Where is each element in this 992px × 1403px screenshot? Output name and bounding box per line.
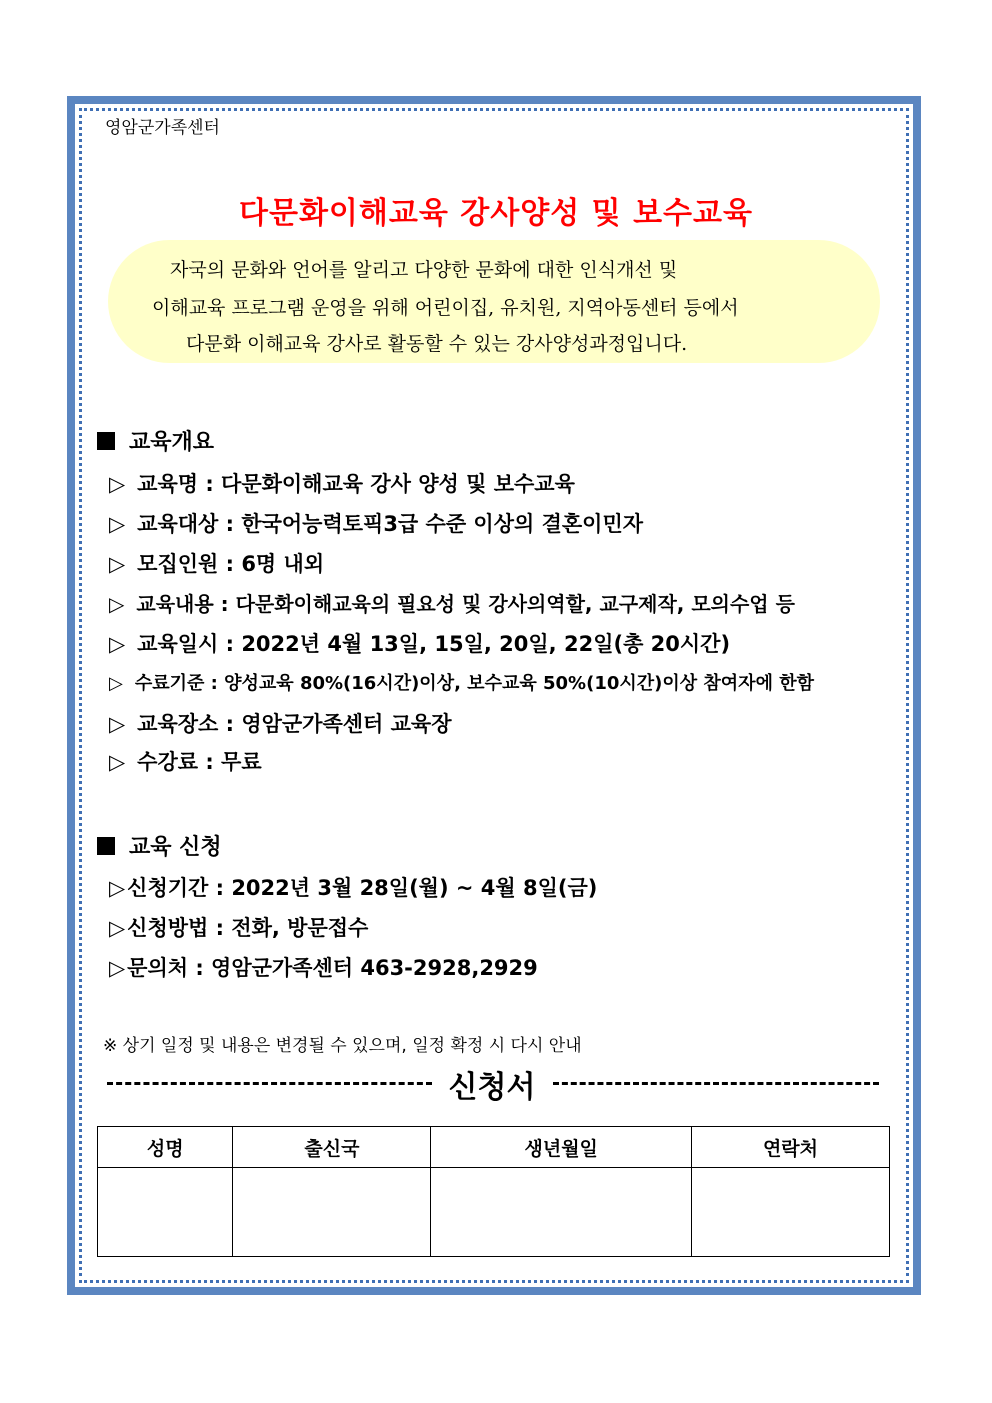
overview-item: ▷ 교육내용 : 다문화이해교육의 필요성 및 강사의역할, 교구제작, 모의수업 등 [109,592,795,616]
overview-item: ▷ 교육일시 : 2022년 4월 13일, 15일, 20일, 22일(총 20시간) [109,632,731,656]
triangle-bullet-icon: ▷ [109,956,126,980]
overview-item: ▷ 교육대상 : 한국어능력토픽3급 수준 이상의 결혼이민자 [109,512,644,536]
triangle-bullet-icon: ▷ [109,750,126,774]
name-field[interactable] [98,1168,233,1257]
application-item: ▷신청기간 : 2022년 3월 28일(월) ~ 4월 8일(금) [109,876,598,900]
column-country: 출신국 [233,1127,431,1168]
application-item: ▷문의처 : 영암군가족센터 463-2928,2929 [109,956,538,980]
triangle-bullet-icon: ▷ [109,552,126,576]
page-title: 다문화이해교육 강사양성 및 보수교육 [238,196,753,231]
triangle-bullet-icon: ▷ [109,673,123,694]
triangle-bullet-icon: ▷ [109,876,126,900]
triangle-bullet-icon: ▷ [109,592,125,616]
intro-box [108,240,880,363]
triangle-bullet-icon: ▷ [109,472,126,496]
triangle-bullet-icon: ▷ [109,632,126,656]
triangle-bullet-icon: ▷ [109,512,126,536]
intro-line-2: 이해교육 프로그램 운영을 위해 어린이집, 유치원, 지역아동센터 등에서 [152,297,739,319]
application-heading: 교육 신청 [97,830,222,861]
form-title: 신청서 [448,1070,536,1105]
table-row [98,1168,890,1257]
birthdate-field[interactable] [431,1168,692,1257]
intro-line-1: 자국의 문화와 언어를 알리고 다양한 문화에 대한 인식개선 및 [170,259,678,281]
intro-line-3: 다문화 이해교육 강사로 활동할 수 있는 강사양성과정입니다. [186,333,688,355]
overview-heading: 교육개요 [97,425,214,456]
application-form-table [97,1126,890,1257]
contact-field[interactable] [691,1168,889,1257]
dashed-line-right [553,1082,879,1085]
overview-item: ▷ 모집인원 : 6명 내외 [109,552,325,576]
application-item: ▷신청방법 : 전화, 방문접수 [109,916,369,940]
overview-item: ▷ 수강료 : 무료 [109,750,262,774]
notice-text: ※ 상기 일정 및 내용은 변경될 수 있으며, 일정 확정 시 다시 안내 [103,1036,582,1056]
square-bullet-icon [97,837,115,855]
overview-item: ▷ 수료기준 : 양성교육 80%(16시간)이상, 보수교육 50%(10시간)이상 참여자에 한함 [109,673,815,694]
form-title-row [103,1062,881,1105]
country-field[interactable] [233,1168,431,1257]
table-header-row [98,1127,890,1168]
triangle-bullet-icon: ▷ [109,916,126,940]
triangle-bullet-icon: ▷ [109,712,126,736]
overview-item: ▷ 교육장소 : 영암군가족센터 교육장 [109,712,452,736]
column-birthdate: 생년월일 [431,1127,692,1168]
column-name: 성명 [98,1127,233,1168]
organization-name: 영암군가족센터 [105,118,220,138]
square-bullet-icon [97,432,115,450]
column-contact: 연락처 [691,1127,889,1168]
overview-item: ▷ 교육명 : 다문화이해교육 강사 양성 및 보수교육 [109,472,575,496]
